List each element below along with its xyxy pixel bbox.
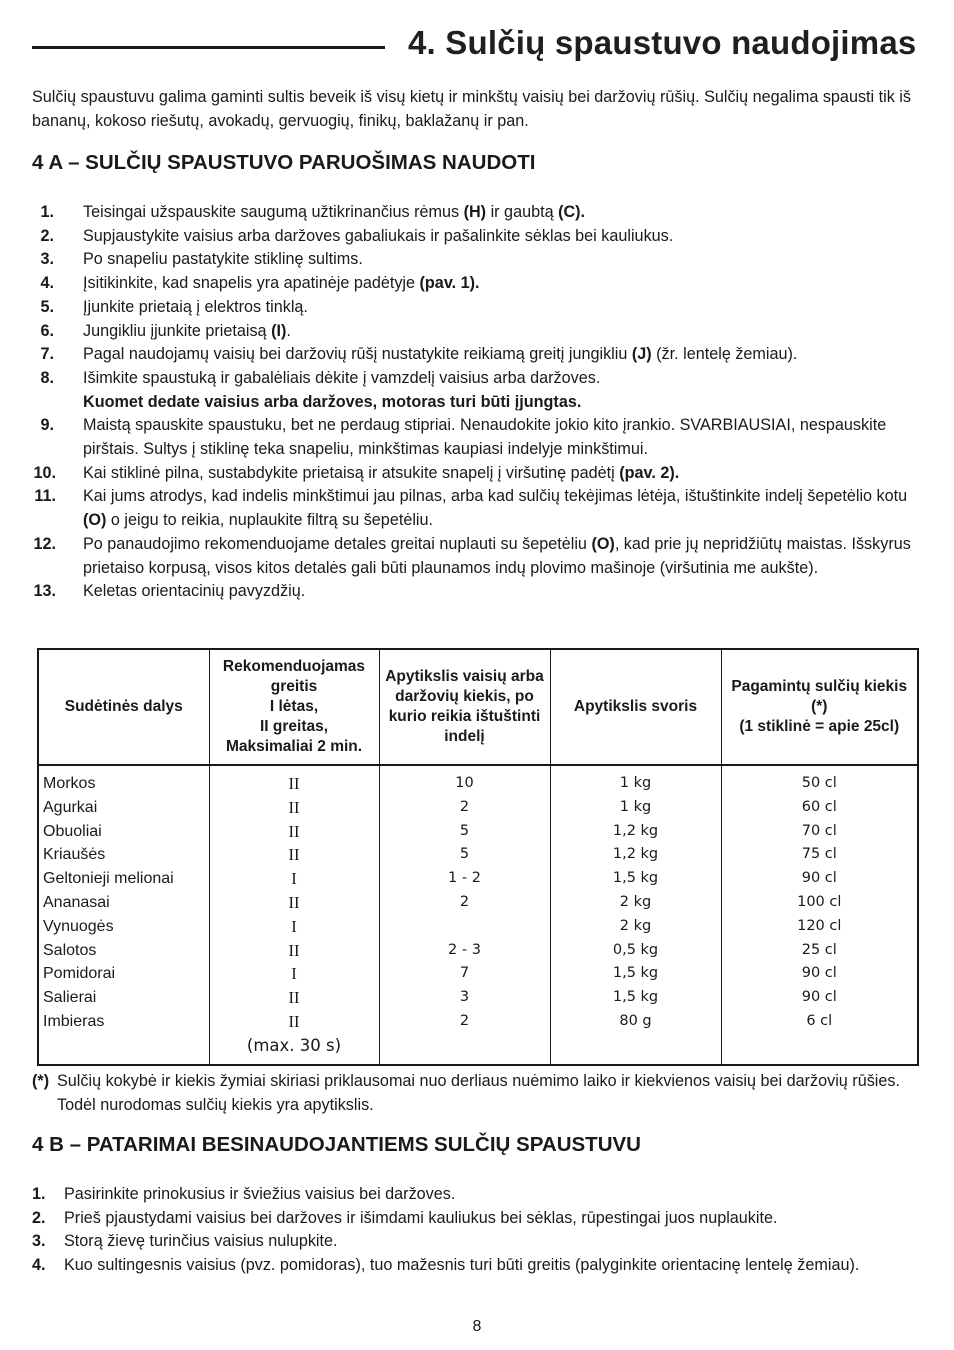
- step-number: 12.: [33, 534, 56, 553]
- table-cell: 5: [379, 820, 550, 844]
- list-item: [32, 320, 922, 344]
- step-bold-text: (I): [271, 321, 287, 340]
- table-cell: 25 cl: [721, 939, 918, 963]
- list-item: [32, 1183, 912, 1207]
- table-cell: II: [209, 891, 379, 915]
- list-item: [32, 272, 922, 296]
- list-item: [32, 533, 922, 580]
- column-header: Sudėtinės dalys: [38, 649, 209, 765]
- page-title: 4. Sulčių spaustuvo naudojimas: [408, 24, 917, 61]
- table-cell: 1,2 kg: [550, 820, 721, 844]
- step-text: Po panaudojimo rekomenduojame detales greitai nuplauti su šepetėliu: [83, 534, 592, 553]
- column-header: Rekomenduojamas greitis I lėtas, II greitas, Maksimaliai 2 min.: [209, 649, 379, 765]
- step-text: , kad prie jų nepridžiūtų maistas. Išskyrus prietaiso korpusą, visos kitos detalės gali būti plaunamos indų plovimo mašinoje (viršutinia me aukšte).: [83, 534, 911, 577]
- step-bold-text: (pav. 1).: [419, 274, 480, 293]
- page-number: 8: [472, 1318, 482, 1335]
- table-cell: 70 cl: [721, 820, 918, 844]
- table-cell: 2: [379, 796, 550, 820]
- list-item: [32, 1230, 912, 1254]
- table-cell: 90 cl: [721, 867, 918, 891]
- step-number: 1.: [32, 1185, 46, 1203]
- table-row: [38, 939, 918, 963]
- table-cell: II: [209, 939, 379, 963]
- table-cell: I: [209, 867, 379, 891]
- step-number: 2.: [32, 1208, 46, 1227]
- step-text: Keletas orientacinių pavyzdžių.: [83, 582, 306, 601]
- step-text: Kai jums atrodys, kad indelis minkštimui jau pilnas, arba kad sulčių tekėjimas lėtėja, ištuštinkite indelį šepetėlio kotu: [83, 487, 908, 506]
- table-row: [38, 962, 918, 986]
- table-cell: Ananasai: [38, 891, 209, 915]
- table-cell: II: [209, 796, 379, 820]
- table-cell: Salotos: [38, 939, 209, 963]
- list-item: [32, 462, 922, 486]
- list-item: [32, 485, 922, 532]
- table-cell: 2 kg: [550, 891, 721, 915]
- table-cell: 1,5 kg: [550, 867, 721, 891]
- table-cell: 1,5 kg: [550, 962, 721, 986]
- step-bold-text: (pav. 2).: [619, 463, 680, 482]
- table-cell: Agurkai: [38, 796, 209, 820]
- table-cell: [721, 1034, 918, 1065]
- step-number: 7.: [40, 345, 54, 364]
- table-cell: 5: [379, 843, 550, 867]
- title-rule: [32, 46, 385, 49]
- step-text: Kai stiklinė pilna, sustabdykite prietaisą ir atsukite snapelį į viršutinę padėtį: [83, 463, 620, 482]
- step-text: Jungikliu įjunkite prietaisą: [83, 321, 272, 340]
- table-cell: Vynuogės: [38, 915, 209, 939]
- table-row: [38, 986, 918, 1010]
- step-text: o jeigu to reikia, nuplaukite filtrą su šepetėliu.: [106, 511, 434, 530]
- step-text: Pagal naudojamų vaisių bei daržovių rūšį nustatykite reikiamą greitį jungikliu: [83, 345, 632, 364]
- list-item: [32, 296, 922, 320]
- table-cell: II: [209, 1010, 379, 1034]
- list-item: [32, 1254, 912, 1278]
- step-text: Pasirinkite prinokusius ir šviežius vaisius bei daržoves.: [64, 1185, 456, 1203]
- table-cell: Imbieras: [38, 1010, 209, 1034]
- list-item: [32, 580, 922, 604]
- step-number: 5.: [40, 297, 54, 316]
- table-cell: 2 kg: [550, 915, 721, 939]
- table-row: [38, 765, 918, 796]
- step-text: Išimkite spaustuką ir gabalėliais dėkite į vamzdelį vaisius arba daržoves.: [83, 368, 601, 387]
- table-row: [38, 820, 918, 844]
- intro-paragraph: Sulčių spaustuvu galima gaminti sultis beveik iš visų kietų ir minkštų vaisių bei daržovių rūšių. Sulčių negalima spausti tik iš bananų, kokoso riešutų, avokadų, gervuogių, finikų, baklažanų ir pan.: [32, 88, 912, 130]
- table-cell: 1 kg: [550, 796, 721, 820]
- step-number: 6.: [40, 321, 54, 340]
- step-text: Įjunkite prietaią į elektros tinklą.: [83, 297, 308, 316]
- table-cell: 100 cl: [721, 891, 918, 915]
- table-cell: I: [209, 962, 379, 986]
- step-bold-text: (C).: [558, 203, 586, 221]
- table-body: [38, 765, 918, 1065]
- step-text: Storą žievę turinčius vaisius nulupkite.: [64, 1232, 338, 1251]
- step-text: Įsitikinkite, kad snapelis yra apatinėje padėtyje: [83, 274, 420, 293]
- section-a-heading: 4 A – SULČIŲ SPAUSTUVO PARUOŠIMAS NAUDOTI: [32, 151, 536, 174]
- section-b-heading: 4 B – PATARIMAI BESINAUDOJANTIEMS SULČIŲ SPAUSTUVU: [32, 1133, 641, 1156]
- table-row: [38, 867, 918, 891]
- step-number: 13.: [33, 582, 56, 601]
- step-number: 11.: [34, 487, 56, 506]
- table-row: [38, 1010, 918, 1034]
- step-number: 10.: [33, 463, 56, 482]
- step-number: 3.: [40, 250, 54, 269]
- table-cell: 1,2 kg: [550, 843, 721, 867]
- step-number: 9.: [40, 416, 54, 435]
- list-item: [32, 1207, 912, 1231]
- table-cell: 2: [379, 891, 550, 915]
- footnote-text: Sulčių kokybė ir kiekis žymiai skiriasi priklausomai nuo derliaus nuėmimo laiko ir kiekvienos vaisių bei daržovių rūšies. Todėl nurodomas sulčių kiekis yra apytikslis.: [57, 1072, 900, 1114]
- table-cell: II: [209, 843, 379, 867]
- step-number: 4.: [32, 1256, 46, 1275]
- table-cell: 0,5 kg: [550, 939, 721, 963]
- table-cell: Obuoliai: [38, 820, 209, 844]
- step-text: Supjaustykite vaisius arba daržoves gabaliukais ir pašalinkite sėklas bei kauliukus.: [83, 226, 674, 245]
- step-number: 2.: [40, 226, 54, 245]
- step-number: 4.: [40, 274, 54, 293]
- footnote: [32, 1070, 912, 1117]
- step-bold-text: (J): [631, 345, 652, 364]
- step-bold-text: (O): [83, 511, 107, 530]
- juice-table: [37, 648, 919, 1066]
- table-row: [38, 796, 918, 820]
- table-cell: 10: [379, 765, 550, 796]
- table-row: [38, 915, 918, 939]
- table-row: [38, 891, 918, 915]
- table-header-row: [38, 649, 918, 765]
- table-cell: 75 cl: [721, 843, 918, 867]
- step-bold-text: (H): [463, 203, 487, 221]
- step-number: 3.: [32, 1232, 46, 1251]
- step-text: .: [286, 321, 291, 340]
- table-cell: 1,5 kg: [550, 986, 721, 1010]
- column-header: Pagamintų sulčių kiekis (*) (1 stiklinė = apie 25cl): [721, 649, 918, 765]
- table-cell: II: [209, 820, 379, 844]
- step-text: ir gaubtą: [486, 203, 559, 221]
- footnote-mark: (*): [32, 1072, 50, 1090]
- table-cell: 3: [379, 986, 550, 1010]
- table-cell: 120 cl: [721, 915, 918, 939]
- step-number: 1.: [40, 203, 54, 221]
- table-cell: 2: [379, 1010, 550, 1034]
- table-cell: 90 cl: [721, 962, 918, 986]
- step-text: Kuo sultingesnis vaisius (pvz. pomidoras), tuo mažesnis turi būti greitis (palyginkite orientacinę lentelę žemiau).: [64, 1256, 860, 1275]
- table-cell: [379, 1034, 550, 1065]
- column-header: Apytikslis svoris: [550, 649, 721, 765]
- step-number: 8.: [40, 368, 54, 387]
- table-row: [38, 843, 918, 867]
- section-a-steps: [32, 201, 922, 604]
- list-item: [32, 225, 922, 249]
- table-cell: (max. 30 s): [209, 1034, 379, 1065]
- table-cell: 6 cl: [721, 1010, 918, 1034]
- step-text: (žr. lentelę žemiau).: [651, 345, 798, 364]
- table-cell: Kriaušės: [38, 843, 209, 867]
- list-item: [32, 201, 922, 225]
- step-bold-text: (O): [591, 534, 615, 553]
- step-text: Teisingai užspauskite saugumą užtikrinančius rėmus: [83, 203, 464, 221]
- table-cell: 2 - 3: [379, 939, 550, 963]
- step-text: Po snapeliu pastatykite stiklinę sultims.: [83, 250, 363, 269]
- table-cell: Morkos: [38, 765, 209, 796]
- table-cell: II: [209, 765, 379, 796]
- table-cell: I: [209, 915, 379, 939]
- column-header: Apytikslis vaisių arba daržovių kiekis, po kurio reikia ištuštinti indelį: [379, 649, 550, 765]
- step-text: Maistą spauskite spaustuku, bet ne perdaug stipriai. Nenaudokite jokio kito įrankio. SVARBIAUSIAI, nespauskite pirštais. Sultys į stiklinę teka snapeliu, minkštimas kaupiasi indelyje minkštimui.: [83, 416, 887, 459]
- table-cell: 50 cl: [721, 765, 918, 796]
- table-cell: [550, 1034, 721, 1065]
- table-cell: 7: [379, 962, 550, 986]
- table-cell: Pomidorai: [38, 962, 209, 986]
- table-cell: 60 cl: [721, 796, 918, 820]
- list-item: [32, 248, 922, 272]
- step-bold-line: Kuomet dedate vaisius arba daržoves, motoras turi būti įjungtas.: [83, 392, 582, 411]
- table-cell: Salierai: [38, 986, 209, 1010]
- step-text: Prieš pjaustydami vaisius bei daržoves ir išimdami kauliukus bei sėklas, rūpestingai juos nuplaukite.: [64, 1208, 778, 1227]
- list-item: [32, 367, 922, 414]
- list-item: [32, 343, 922, 367]
- table-cell: Geltonieji melionai: [38, 867, 209, 891]
- table-cell: 1 kg: [550, 765, 721, 796]
- list-item: [32, 414, 922, 461]
- table-cell: [38, 1034, 209, 1065]
- table-row: [38, 1034, 918, 1065]
- table-cell: [379, 915, 550, 939]
- table-cell: 90 cl: [721, 986, 918, 1010]
- table-cell: 80 g: [550, 1010, 721, 1034]
- table-cell: 1 - 2: [379, 867, 550, 891]
- section-b-steps: [32, 1183, 912, 1278]
- table-cell: II: [209, 986, 379, 1010]
